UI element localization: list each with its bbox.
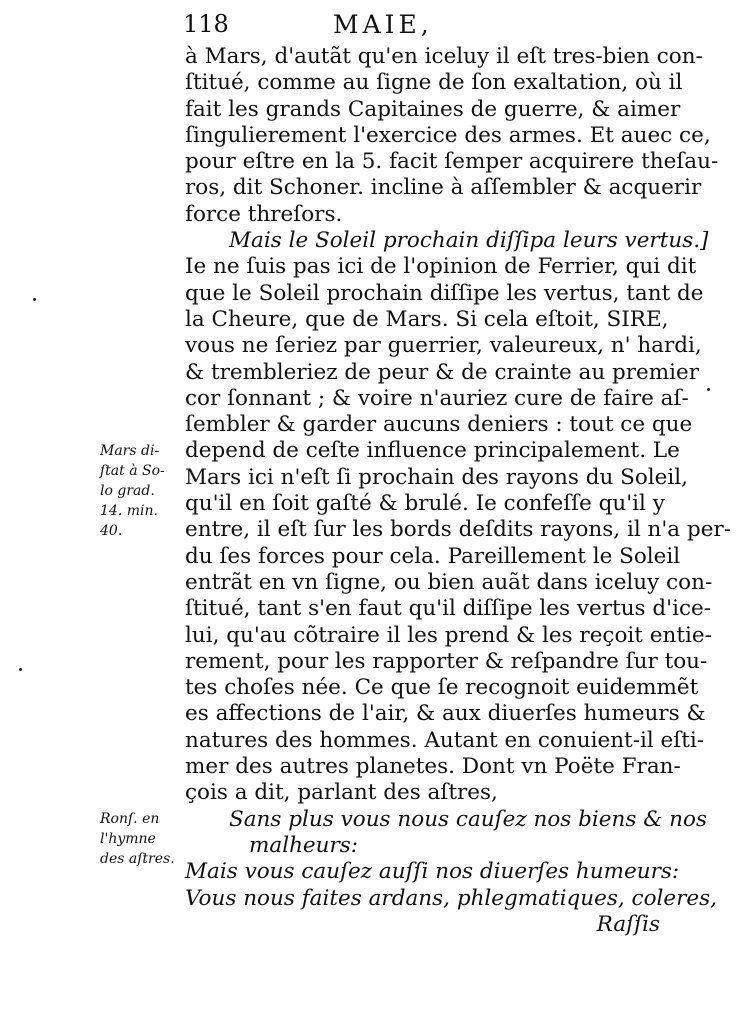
margin-note-line: 40.: [100, 522, 123, 539]
text-line: malheurs:: [249, 832, 359, 858]
text-line: force threſors.: [185, 201, 343, 227]
text-line: Mais le Soleil prochain diſſipa leurs vertus.]: [229, 228, 709, 254]
text-line: entrãt en vn ſigne, ou bien auãt dans iceluy con-: [185, 569, 713, 595]
text-line: entre, il eſt ſur les bords deſdits rayons, il n'a per-: [185, 517, 731, 543]
speck-mark: [707, 388, 710, 391]
text-line: natures des hommes. Autant en conuient-il eſti-: [185, 727, 705, 753]
margin-note-line: Mars di-: [100, 442, 160, 459]
text-line: depend de ceſte influence principalement. Le: [185, 438, 680, 464]
text-line: ſtitué, tant s'en faut qu'il diſſipe les vertus d'ice-: [185, 596, 711, 622]
body-text: [185, 44, 731, 938]
text-line: lui, qu'au cõtraire il les prend & les reçoit entie-: [185, 622, 712, 648]
text-line: du ſes forces pour cela. Pareillement le Soleil: [185, 543, 681, 569]
margin-note-line: Ronſ. en: [100, 810, 160, 827]
margin-note-line: lo grad.: [100, 482, 155, 499]
running-head: MAIE,: [333, 10, 433, 39]
text-line: Mais vous cauſez auſſi nos diuerſes humeurs:: [185, 859, 680, 885]
text-line: fait les grands Capitaines de guerre, & aimer: [185, 96, 681, 122]
text-line: ſembler & garder aucuns deniers : tout ce que: [185, 412, 693, 438]
text-line: que le Soleil prochain diſſipe les vertus, tant de: [185, 280, 704, 306]
text-line: la Cheure, que de Mars. Si cela eſtoit, SIRE,: [185, 306, 669, 332]
speck-mark: [19, 668, 22, 671]
page-number: 118: [183, 10, 229, 38]
text-line: Sans plus vous nous cauſez nos biens & nos: [229, 806, 708, 832]
speck-mark: [33, 298, 36, 301]
text-line: rement, pour les rapporter & reſpandre ſur tou-: [185, 648, 708, 674]
text-line: Raſſis: [596, 911, 660, 937]
text-line: es affections de l'air, & aux diuerſes humeurs &: [185, 701, 706, 727]
text-line: mer des autres planetes. Dont vn Poëte Fran-: [185, 754, 681, 780]
text-line: Vous nous faites ardans, phlegmatiques, coleres,: [185, 885, 718, 911]
text-line: & trembleriez de peur & de crainte au premier: [185, 359, 700, 385]
text-line: qu'il en ſoit gaſté & brulé. Ie confeſſe qu'il y: [185, 491, 665, 517]
text-line: cor ſonnant ; & voire n'auriez cure de faire aſ-: [185, 385, 689, 411]
margin-note: [100, 809, 182, 869]
text-line: à Mars, d'autãt qu'en iceluy il eſt tres-bien con-: [185, 44, 703, 69]
text-line: vous ne ſeriez par guerrier, valeureux, n' hardi,: [185, 333, 702, 359]
margin-note: [100, 441, 182, 541]
text-line: çois a dit, parlant des aſtres,: [185, 780, 498, 806]
text-line: ſingulierement l'exercice des armes. Et auec ce,: [185, 122, 711, 148]
text-line: Mars ici n'eſt ſi prochain des rayons du Soleil,: [185, 464, 688, 490]
margin-note-line: des aſtres.: [100, 850, 175, 867]
margin-note-line: 14. min.: [100, 502, 158, 519]
text-line: pour eſtre en la 5. facit ſemper acquirere theſau-: [185, 149, 719, 175]
text-line: ſtitué, comme au ſigne de ſon exaltation, où il: [185, 70, 683, 96]
page-header: [183, 10, 663, 42]
margin-note-line: ſtat à So-: [100, 462, 165, 479]
text-line: ros, dit Schoner. incline à aſſembler & acquerir: [185, 175, 702, 201]
text-line: Ie ne ſuis pas ici de l'opinion de Ferrier, qui dit: [185, 254, 697, 280]
margin-note-line: l'hymne: [100, 830, 156, 847]
text-line: tes choſes née. Ce que ſe recognoit euidemmẽt: [185, 675, 699, 701]
